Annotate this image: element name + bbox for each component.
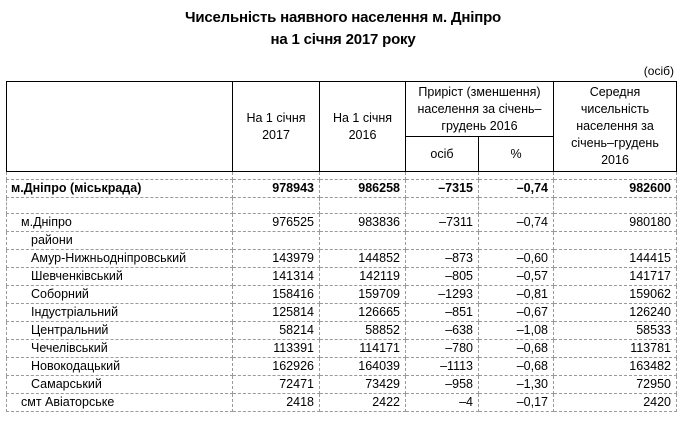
cell-average: 982600 [554,180,677,198]
table-row [7,250,677,268]
cell-jan2017: 2418 [233,394,320,412]
row-name: Соборний [7,286,233,304]
header-growth-percent: % [479,137,554,172]
table-row-city [7,214,677,232]
cell-jan2017: 162926 [233,358,320,376]
cell-growth-persons: –873 [406,250,479,268]
table-row-districts-label [7,232,677,250]
table-row-settlement [7,394,677,412]
header-average: Середня чисельність населення за січень–грудень 2016 [554,82,677,172]
cell-average: 144415 [554,250,677,268]
cell-growth-percent: –0,74 [479,214,554,232]
row-name: Індустріальний [7,304,233,322]
cell-jan2016: 114171 [320,340,406,358]
cell-growth-persons: –805 [406,268,479,286]
units-label: (осіб) [643,64,674,78]
table-row [7,268,677,286]
row-name: Амур-Нижньодніпровський [7,250,233,268]
cell-growth-persons: –1113 [406,358,479,376]
header-jan2017: На 1 січня 2017 [233,82,320,172]
header-jan2016: На 1 січня 2016 [320,82,406,172]
cell-average: 2420 [554,394,677,412]
cell-growth-persons: –1293 [406,286,479,304]
row-name: Центральний [7,322,233,340]
cell-jan2017: 72471 [233,376,320,394]
cell-jan2017: 978943 [233,180,320,198]
row-name: смт Авіаторське [7,394,233,412]
cell-jan2016: 164039 [320,358,406,376]
cell-jan2016: 986258 [320,180,406,198]
cell-jan2016: 73429 [320,376,406,394]
header-growth-group: Приріст (зменшення) населення за січень–грудень 2016 [406,82,554,137]
cell-growth-percent: –0,60 [479,250,554,268]
cell-growth-persons: –780 [406,340,479,358]
cell-average: 58533 [554,322,677,340]
cell-growth-percent: –0,57 [479,268,554,286]
cell-jan2016: 142119 [320,268,406,286]
row-name: м.Дніпро (міськрада) [7,180,233,198]
cell-average: 126240 [554,304,677,322]
cell-jan2016: 983836 [320,214,406,232]
cell-jan2017: 58214 [233,322,320,340]
cell-growth-percent: –0,17 [479,394,554,412]
cell-jan2017: 976525 [233,214,320,232]
spacer-row [7,198,677,214]
cell-average: 163482 [554,358,677,376]
row-name: Самарський [7,376,233,394]
cell-growth-percent: –0,68 [479,340,554,358]
table-row-total [7,180,677,198]
cell-jan2016: 2422 [320,394,406,412]
cell-average: 72950 [554,376,677,394]
spacer-row [7,172,677,180]
cell-growth-persons: –958 [406,376,479,394]
cell-jan2017: 125814 [233,304,320,322]
header-growth-persons: осіб [406,137,479,172]
table-row [7,286,677,304]
cell-jan2016: 159709 [320,286,406,304]
cell-growth-percent: –0,81 [479,286,554,304]
table-row [7,358,677,376]
cell-growth-percent: –0,68 [479,358,554,376]
cell-jan2017: 113391 [233,340,320,358]
cell-average: 980180 [554,214,677,232]
cell-growth-percent: –0,74 [479,180,554,198]
cell-jan2017: 158416 [233,286,320,304]
cell-average: 141717 [554,268,677,286]
cell-growth-persons: –851 [406,304,479,322]
page-subtitle: на 1 січня 2017 року [270,31,416,48]
population-table [6,81,677,412]
cell-average: 113781 [554,340,677,358]
cell-growth-percent: –1,30 [479,376,554,394]
cell-jan2016: 58852 [320,322,406,340]
table-row [7,340,677,358]
cell-growth-percent: –0,67 [479,304,554,322]
row-name: Новокодацький [7,358,233,376]
cell-growth-persons: –7311 [406,214,479,232]
cell-jan2017: 143979 [233,250,320,268]
cell-jan2017: 141314 [233,268,320,286]
cell-growth-percent: –1,08 [479,322,554,340]
cell-jan2016: 144852 [320,250,406,268]
cell-growth-persons: –638 [406,322,479,340]
cell-growth-persons: –4 [406,394,479,412]
districts-label: райони [7,232,233,250]
table-row [7,322,677,340]
row-name: м.Дніпро [7,214,233,232]
table-row [7,304,677,322]
row-name: Шевченківський [7,268,233,286]
cell-jan2016: 126665 [320,304,406,322]
table-row [7,376,677,394]
page-title: Чисельність наявного населення м. Дніпро [184,9,501,26]
header-name [7,82,233,172]
cell-growth-persons: –7315 [406,180,479,198]
cell-average: 159062 [554,286,677,304]
row-name: Чечелівський [7,340,233,358]
